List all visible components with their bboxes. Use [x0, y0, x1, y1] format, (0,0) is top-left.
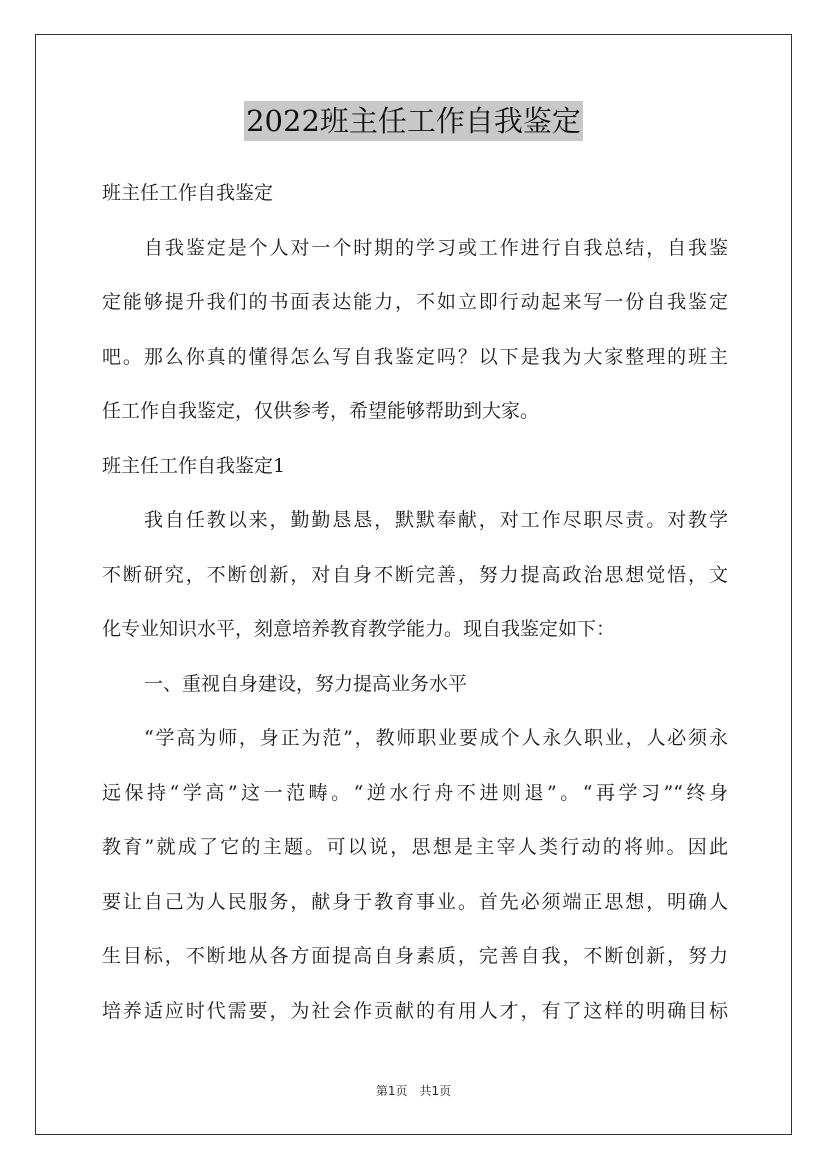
text-line: 我自任教以来，勤勤恳恳，默默奉献，对工作尽职尽责。对教学 [144, 509, 728, 531]
text-line: 班主任工作自我鉴定1 [102, 454, 286, 477]
text-line: 远保持“学高”这一范畴。“逆水行舟不进则退”。“再学习”“终身 [102, 781, 728, 804]
text-line: 化专业知识水平，刻意培养教育教学能力。现自我鉴定如下： [102, 618, 616, 640]
text-line: 不断研究，不断创新，对自身不断完善，努力提高政治思想觉悟，文 [102, 563, 728, 586]
text-line: 自我鉴定是个人对一个时期的学习或工作进行自我总结，自我鉴 [144, 236, 728, 259]
text-line: 班主任工作自我鉴定 [102, 182, 274, 204]
document-body [102, 170, 728, 1042]
text-line: 任工作自我鉴定，仅供参考，希望能够帮助到大家。 [102, 400, 540, 422]
text-line: 一、重视自身建设，努力提高业务水平 [144, 672, 468, 695]
text-line: 生目标，不断地从各方面提高自身素质，完善自我，不断创新，努力 [102, 945, 728, 967]
title-wrap [0, 101, 827, 141]
text-line: 定能够提升我们的书面表达能力，不如立即行动起来写一份自我鉴定 [102, 291, 728, 313]
text-line: 培养适应时代需要，为社会作贡献的有用人才，有了这样的明确目标 [102, 999, 728, 1022]
text-line: 教育”就成了它的主题。可以说，思想是主宰人类行动的将帅。因此 [102, 836, 728, 858]
text-line: 吧。那么你真的懂得怎么写自我鉴定吗？以下是我为大家整理的班主 [102, 345, 728, 368]
text-line: “学高为师，身正为范”，教师职业要成个人永久职业，人必须永 [144, 727, 728, 749]
text-line: 要让自己为人民服务，献身于教育事业。首先必须端正思想，明确人 [102, 890, 728, 913]
page-footer: 第1页 共1页 [375, 1084, 452, 1098]
document-title: 2022班主任工作自我鉴定 [244, 101, 583, 141]
